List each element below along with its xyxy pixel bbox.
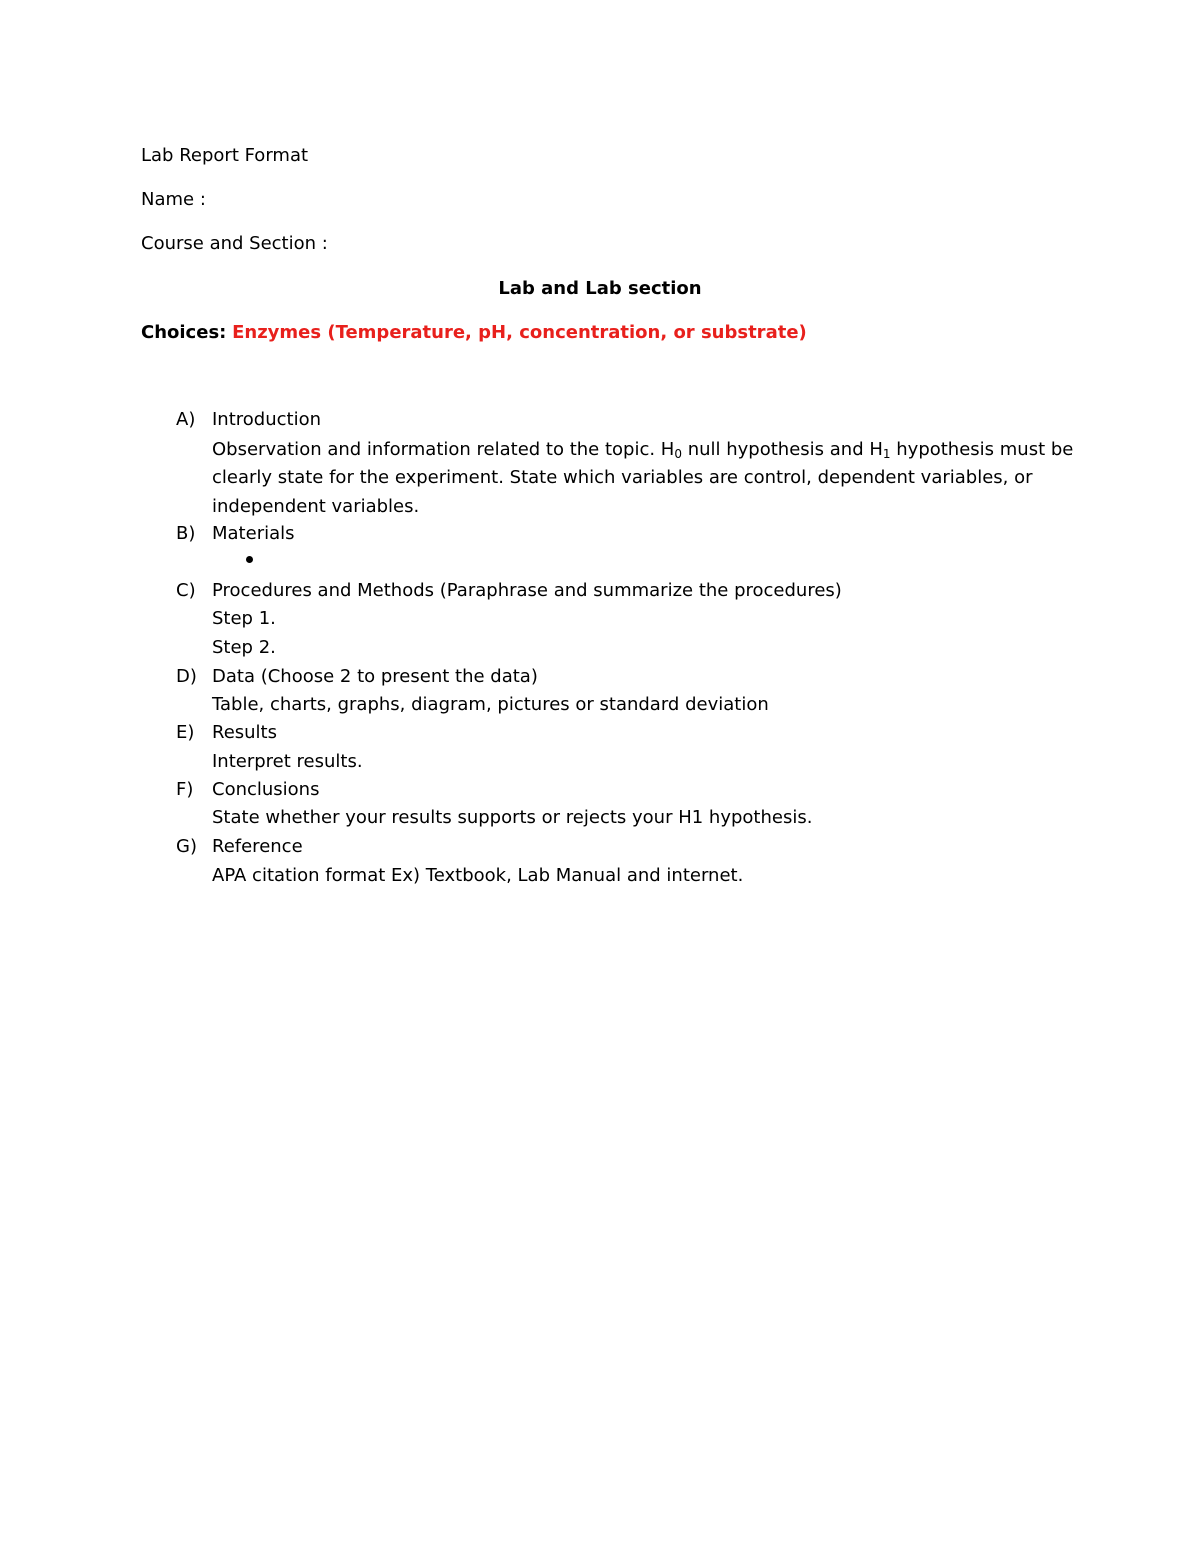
conclusions-detail: State whether your results supports or rejects your H1 hypothesis. — [212, 807, 813, 828]
section-title: Results — [212, 722, 277, 743]
section-conclusions — [176, 778, 319, 802]
section-letter: D) — [176, 666, 197, 687]
alt-hypothesis-subscript: 1 — [882, 447, 891, 461]
section-letter: A) — [176, 409, 196, 430]
section-letter: G) — [176, 836, 197, 857]
section-results — [176, 721, 277, 745]
section-introduction — [176, 408, 321, 432]
section-title: Introduction — [212, 409, 322, 430]
name-label: Name : — [141, 189, 206, 210]
choices-value: Enzymes (Temperature, pH, concentration, or substrate) — [232, 322, 807, 343]
reference-detail: APA citation format Ex) Textbook, Lab Manual and internet. — [212, 865, 744, 886]
section-letter: C) — [176, 580, 196, 601]
section-letter: B) — [176, 523, 196, 544]
section-reference — [176, 835, 303, 859]
choices-label: Choices: — [141, 322, 227, 343]
section-materials — [176, 522, 295, 546]
section-data — [176, 665, 538, 689]
null-hypothesis-subscript: 0 — [674, 447, 682, 461]
procedures-step-1: Step 1. — [212, 608, 276, 629]
section-letter: F) — [176, 779, 194, 800]
introduction-detail-line-3: independent variables. — [212, 496, 420, 517]
section-letter: E) — [176, 722, 195, 743]
introduction-detail-line-2: clearly state for the experiment. State which variables are control, dependent variables, or — [212, 467, 1033, 488]
procedures-step-2: Step 2. — [212, 637, 276, 658]
introduction-detail-line-1: Observation and information related to the topic. $H_0$ null hypothesis and $H_1$ hypothesis must be — [212, 439, 1074, 461]
section-procedures — [176, 579, 842, 603]
lab-title: Lab and Lab section — [498, 278, 702, 299]
course-section-label: Course and Section : — [141, 233, 328, 254]
results-detail: Interpret results. — [212, 751, 363, 772]
section-title: Data (Choose 2 to present the data) — [212, 666, 538, 687]
data-detail: Table, charts, graphs, diagram, pictures or standard deviation — [212, 694, 769, 715]
section-title: Reference — [212, 836, 303, 857]
section-title: Conclusions — [212, 779, 320, 800]
bullet-icon — [246, 556, 253, 563]
document-heading: Lab Report Format — [141, 145, 309, 166]
section-title: Procedures and Methods (Paraphrase and summarize the procedures) — [212, 580, 842, 601]
section-title: Materials — [212, 523, 295, 544]
choices-line — [141, 321, 807, 345]
